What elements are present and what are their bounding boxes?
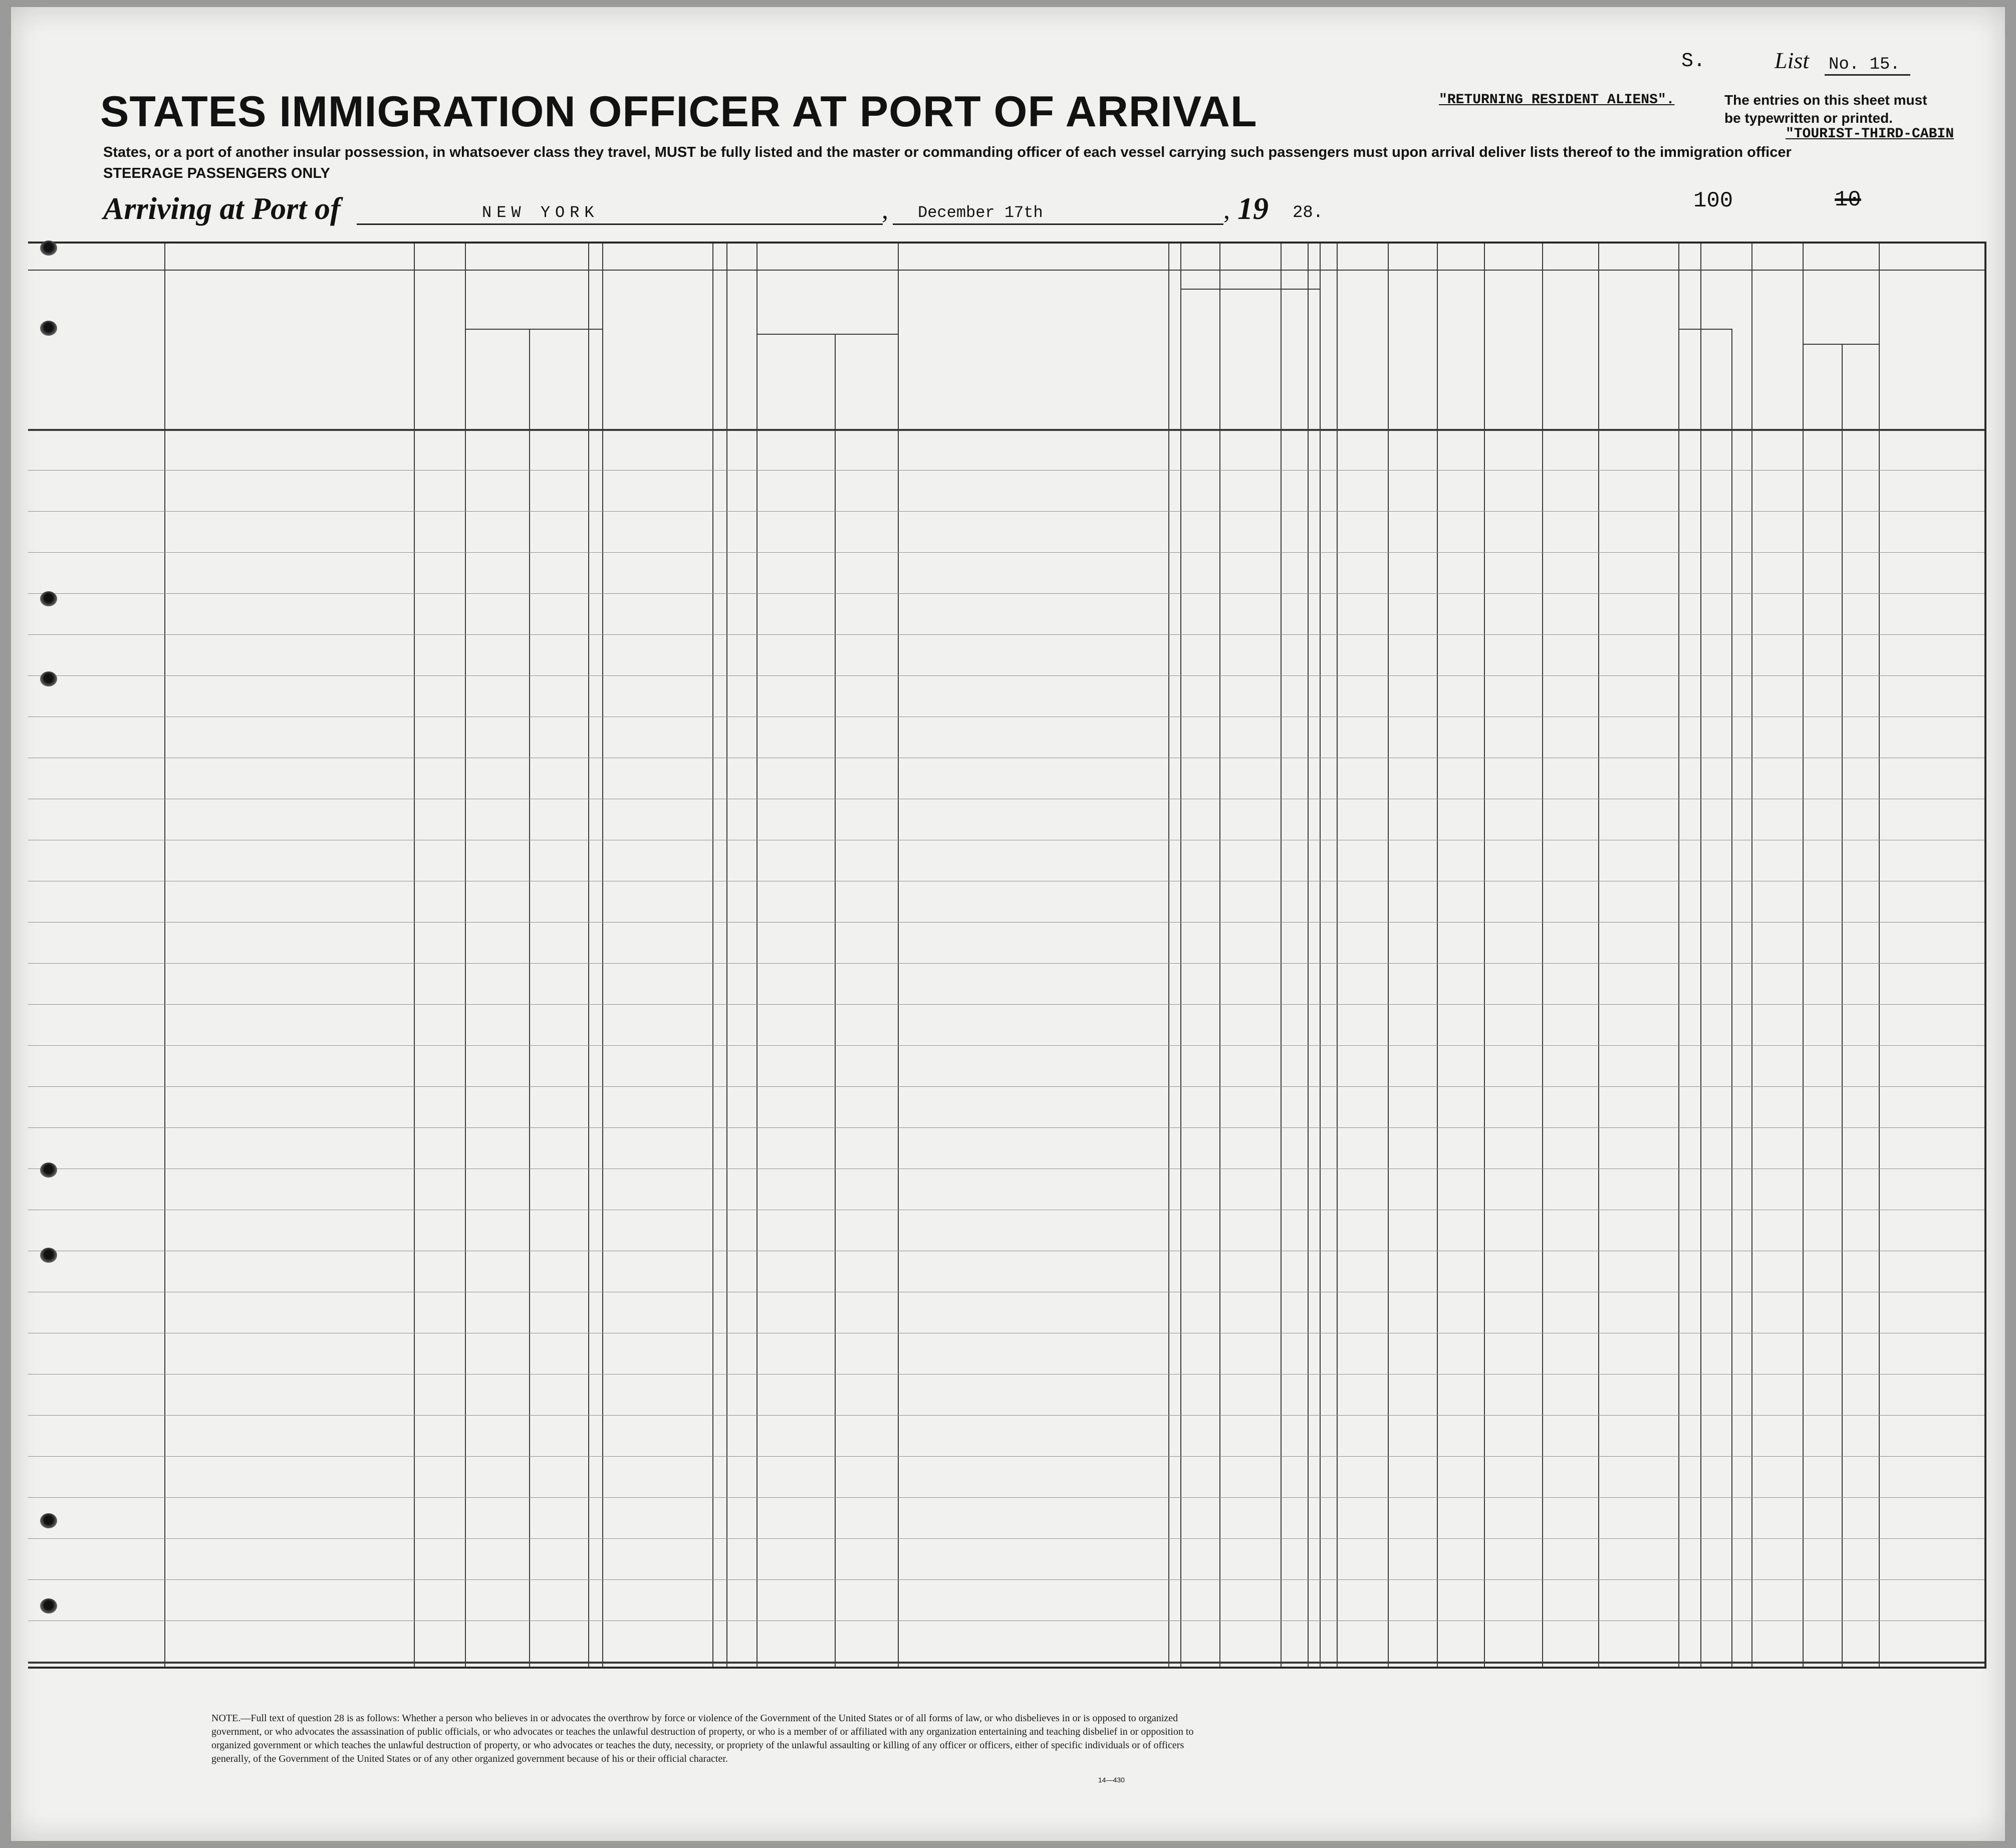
arriving-label: Arriving at Port of <box>103 192 341 226</box>
binder-hole <box>40 671 57 686</box>
binder-hole <box>40 1513 57 1528</box>
column-divider <box>712 244 713 1667</box>
group-underline <box>465 329 602 330</box>
row-divider <box>28 1579 1984 1580</box>
row-divider <box>28 634 1984 635</box>
group-underline <box>1803 344 1879 345</box>
group-underline <box>1678 329 1731 330</box>
arrival-year: 28. <box>1293 203 1324 222</box>
group-underline <box>757 334 898 335</box>
subcolumn-divider <box>1842 344 1843 1667</box>
column-divider <box>726 244 727 1667</box>
row-divider <box>28 963 1984 964</box>
header-anarchist <box>1337 273 1352 426</box>
header-purpose-citizen <box>1281 292 1294 425</box>
row-divider <box>28 470 1984 471</box>
header-ticket <box>588 273 602 426</box>
binder-hole <box>40 241 57 256</box>
binder-hole <box>40 1598 57 1613</box>
header-offer <box>1437 273 1483 426</box>
row-divider <box>28 1415 1984 1416</box>
count-10-struck: 10 <box>1835 187 1861 212</box>
header-polygamist <box>1320 273 1335 426</box>
row-divider <box>28 675 1984 676</box>
row-divider <box>28 1086 1984 1087</box>
port-underline <box>357 223 883 225</box>
entries-note-1: The entries on this sheet must <box>1724 92 1927 108</box>
column-divider <box>757 244 758 1667</box>
row-divider <box>28 1497 1984 1498</box>
column-divider <box>1180 244 1181 1667</box>
row-divider <box>28 1045 1984 1046</box>
entries-note-2: be typewritten or printed. <box>1724 110 1893 126</box>
header-bottom-divider <box>28 429 1984 431</box>
comma-mark: , <box>882 196 888 224</box>
subcolumn-divider <box>529 329 530 1667</box>
header-prison <box>1308 273 1321 426</box>
binder-hole <box>40 1248 57 1263</box>
row-divider <box>28 552 1984 553</box>
column-divider <box>1751 244 1752 1667</box>
returning-resident-label: "RETURNING RESIDENT ALIENS". <box>1439 92 1675 108</box>
port-of-arrival: NEW YORK <box>482 203 599 222</box>
binder-hole <box>40 591 57 606</box>
column-divider <box>1308 244 1309 1667</box>
binder-hole <box>40 321 57 336</box>
manifest-page <box>11 7 2005 1841</box>
row-divider <box>28 511 1984 512</box>
column-divider <box>1598 244 1599 1667</box>
column-divider <box>1879 244 1880 1667</box>
header-number-divider <box>28 270 1984 271</box>
column-divider <box>588 244 589 1667</box>
column-divider <box>465 244 466 1667</box>
arrival-date: December 17th <box>918 203 1043 222</box>
subcolumn-divider <box>835 334 836 1667</box>
row-divider <box>28 1456 1984 1457</box>
group-underline <box>1180 289 1320 290</box>
column-divider <box>1281 244 1282 1667</box>
column-divider <box>1803 244 1804 1667</box>
header-deported <box>1484 273 1539 426</box>
row-divider <box>28 593 1984 594</box>
column-divider <box>1484 244 1485 1667</box>
column-divider <box>898 244 899 1667</box>
row-divider <box>28 1538 1984 1539</box>
instructions-line: States, or a port of another insular possession, in whatsoever class they travel, MUST be fully listed and the master or commanding officer of each vessel carrying such passengers must upon arrival deliver lists thereof to the immigration officer <box>103 144 1792 160</box>
column-divider <box>1437 244 1438 1667</box>
tourist-class-label: "TOURIST-THIRD-CABIN <box>1785 126 1954 142</box>
column-divider <box>164 244 165 1667</box>
header-purpose-return <box>1180 292 1193 425</box>
date-underline <box>893 223 1223 225</box>
row-divider <box>28 1004 1984 1005</box>
binder-hole <box>40 1163 57 1178</box>
year-prefix: 19 <box>1237 192 1269 226</box>
form-number: 14—430 <box>1098 1776 1125 1784</box>
column-divider <box>1542 244 1543 1667</box>
steerage-label: STEERAGE PASSENGERS ONLY <box>103 165 330 181</box>
column-divider <box>414 244 415 1667</box>
footnote: NOTE.—Full text of question 28 is as follows: Whether a person who believes in or advocates the overthrow by force or violence of the Government of the United States or of all forms of law, or who disbelieves in or is opposed to organized government, or who advocates the assassination of public officials, or who advocates or teaches the unlawful destruction of property, or who is a member of or affiliated with any organization entertaining and teaching disbelief in or opposition to organized government or which teaches the unlawful destruction of property, or who advocates or teaches the duty, necessity, or propriety of the unlawful assaulting or killing of any officer or officers, either of specific individuals or of officers generally, of the Government of the United States or of any other organized government because of his or their official character. <box>211 1713 1194 1764</box>
column-divider <box>1388 244 1389 1667</box>
comma-mark-2: , <box>1223 196 1230 224</box>
column-divider <box>1700 244 1701 1667</box>
header-overthrow <box>1388 273 1436 426</box>
column-divider <box>1219 244 1220 1667</box>
manifest-table <box>28 242 1986 1669</box>
page-title: STATES IMMIGRATION OFFICER AT PORT OF ARRIVAL <box>100 88 1257 136</box>
header-purpose-length <box>1219 292 1232 425</box>
s-label: S. <box>1681 50 1706 73</box>
table-bottom-divider <box>28 1662 1984 1664</box>
column-divider <box>1337 244 1338 1667</box>
subcolumn-divider <box>1731 329 1732 1667</box>
column-divider <box>1678 244 1679 1667</box>
count-100: 100 <box>1693 188 1733 213</box>
header-money <box>712 273 726 426</box>
list-label: List <box>1775 48 1810 73</box>
row-divider <box>28 1127 1984 1128</box>
column-divider <box>602 244 603 1667</box>
column-divider <box>1320 244 1321 1667</box>
list-number: No. 15. <box>1825 55 1910 76</box>
column-divider <box>1168 244 1169 1667</box>
